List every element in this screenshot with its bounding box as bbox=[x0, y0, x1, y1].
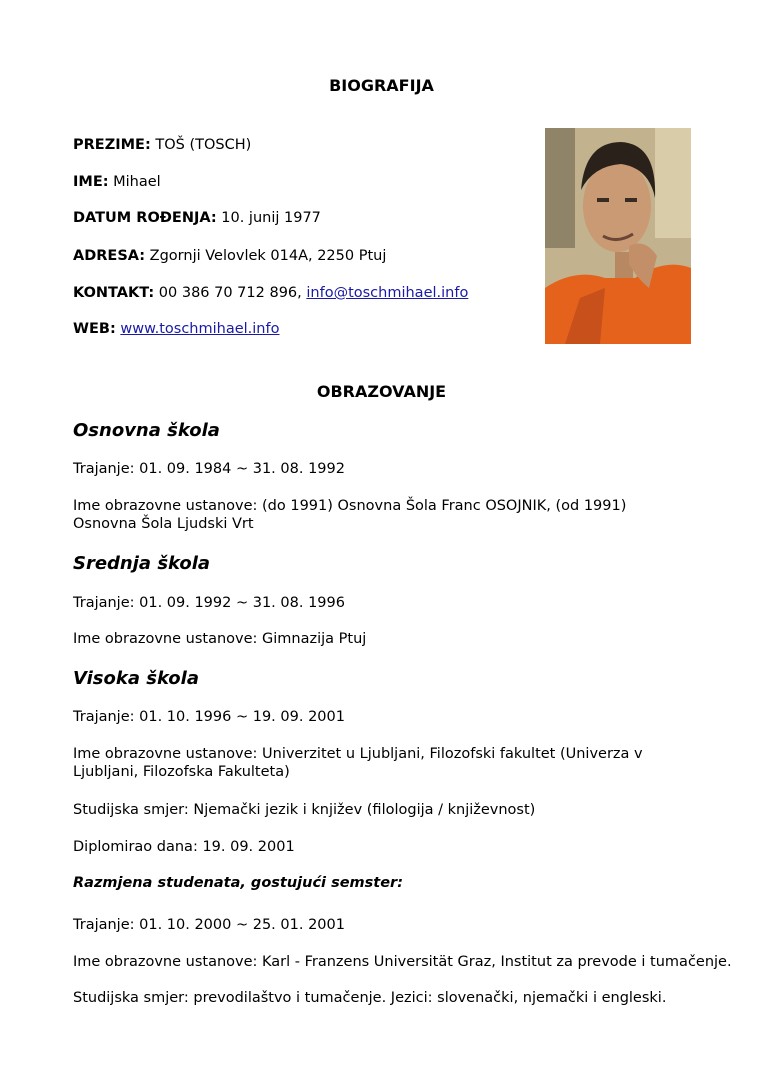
contact-phone: 00 386 70 712 896, bbox=[154, 285, 307, 301]
surname-row bbox=[73, 136, 251, 154]
secondary-school-heading: Srednja škola bbox=[73, 553, 211, 574]
primary-school-institution: Ime obrazovne ustanove: (do 1991) Osnovna Šola Franc OSOJNIK, (od 1991) Osnovna Šola Ljudski Vrt bbox=[73, 498, 627, 532]
contact-label: KONTAKT: bbox=[73, 285, 155, 301]
name-value: Mihael bbox=[108, 174, 161, 190]
exchange-heading: Razmjena studenata, gostujući semster: bbox=[73, 875, 403, 891]
surname-label: PREZIME: bbox=[73, 137, 151, 153]
secondary-school-institution: Ime obrazovne ustanove: Gimnazija Ptuj bbox=[73, 631, 367, 647]
address-label: ADRESA: bbox=[73, 248, 146, 264]
primary-school-heading: Osnovna škola bbox=[73, 420, 220, 441]
university-duration: Trajanje: 01. 10. 1996 ~ 19. 09. 2001 bbox=[73, 709, 345, 725]
university-graduation-date: Diplomirao dana: 19. 09. 2001 bbox=[73, 839, 295, 855]
web-label: WEB: bbox=[73, 321, 116, 337]
surname-value: TOŠ (TOSCH) bbox=[150, 137, 252, 153]
birthdate-value: 10. junij 1977 bbox=[216, 210, 321, 226]
address-row bbox=[73, 247, 386, 265]
exchange-institution: Ime obrazovne ustanove: Karl - Franzens Universität Graz, Institut za prevode i tumačenje. bbox=[73, 954, 732, 970]
address-value: Zgornji Velovlek 014A, 2250 Ptuj bbox=[145, 248, 387, 264]
exchange-duration: Trajanje: 01. 10. 2000 ~ 25. 01. 2001 bbox=[73, 917, 345, 933]
education-heading: OBRAZOVANJE bbox=[316, 382, 447, 401]
birthdate-label: DATUM ROĐENJA: bbox=[73, 210, 217, 226]
university-institution: Ime obrazovne ustanove: Univerzitet u Ljubljani, Filozofski fakultet (Univerza v Ljubljani, Filozofska Fakulteta) bbox=[73, 746, 643, 780]
page-title: BIOGRAFIJA bbox=[329, 76, 434, 95]
birthdate-row bbox=[73, 209, 321, 227]
profile-photo bbox=[545, 128, 691, 344]
primary-school-duration: Trajanje: 01. 09. 1984 ~ 31. 08. 1992 bbox=[73, 461, 345, 477]
exchange-study-field: Studijska smjer: prevodilaštvo i tumačenje. Jezici: slovenački, njemački i engleski. bbox=[73, 990, 667, 1006]
name-row bbox=[73, 173, 161, 191]
web-link[interactable]: www.toschmihael.info bbox=[120, 321, 280, 337]
university-heading: Visoka škola bbox=[73, 668, 199, 689]
web-row bbox=[73, 320, 279, 338]
university-study-field: Studijska smjer: Njemački jezik i književ (filologija / književnost) bbox=[73, 802, 536, 818]
secondary-school-duration: Trajanje: 01. 09. 1992 ~ 31. 08. 1996 bbox=[73, 595, 345, 611]
email-link[interactable]: info@toschmihael.info bbox=[306, 285, 469, 301]
name-label: IME: bbox=[73, 174, 109, 190]
contact-row bbox=[73, 284, 468, 302]
